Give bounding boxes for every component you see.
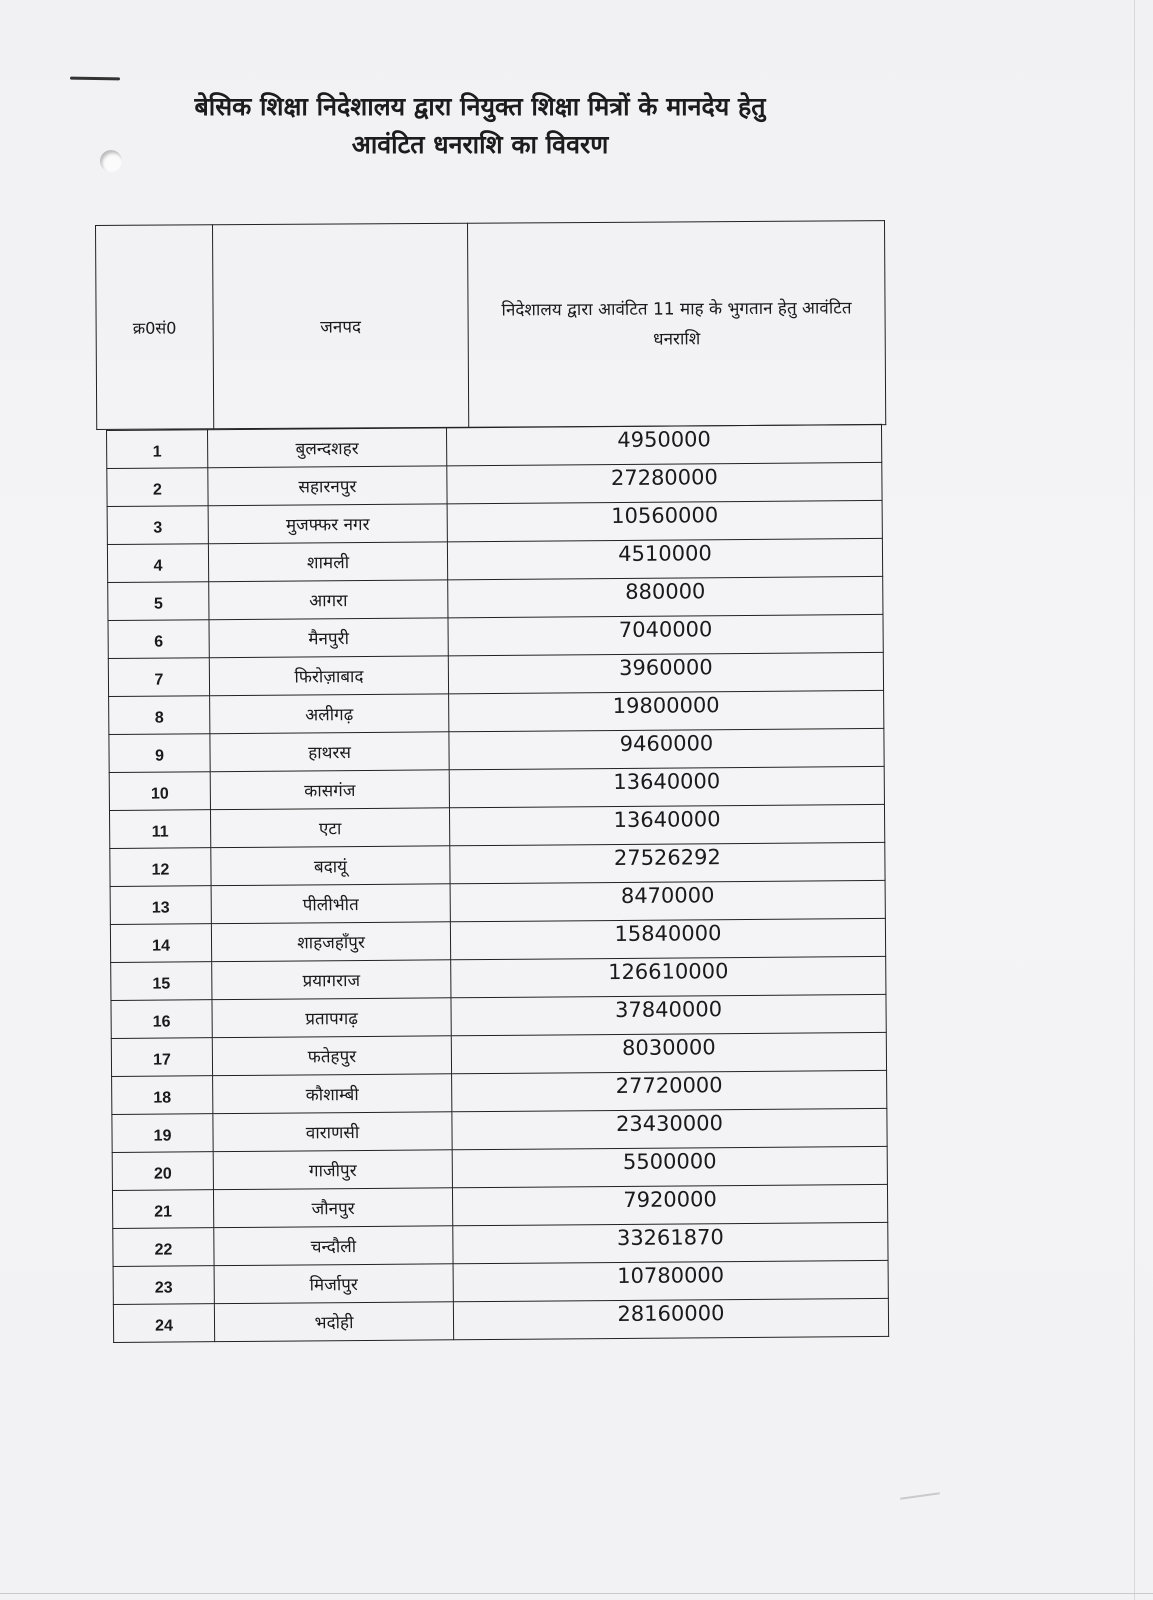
- serial-cell: 15: [111, 962, 212, 1001]
- table-row: [107, 500, 882, 544]
- district-cell: आगरा: [209, 580, 448, 620]
- serial-cell: 18: [112, 1076, 213, 1115]
- serial-cell: 10: [109, 772, 210, 811]
- amount-cell: 33261870: [453, 1222, 888, 1263]
- amount-cell: 10560000: [447, 500, 882, 541]
- serial-cell: 21: [112, 1190, 213, 1229]
- district-cell: शाहजहाँपुर: [211, 922, 450, 962]
- amount-cell: 5500000: [452, 1146, 887, 1187]
- serial-cell: 22: [113, 1228, 214, 1267]
- serial-cell: 11: [109, 810, 210, 849]
- amount-cell: 3960000: [448, 652, 883, 693]
- page-bottom-edge: [0, 1593, 1153, 1594]
- document-title: [100, 88, 860, 164]
- serial-cell: 4: [107, 544, 208, 583]
- serial-cell: 20: [112, 1152, 213, 1191]
- table-row: [111, 956, 886, 1000]
- district-cell: मिर्जापुर: [214, 1264, 453, 1304]
- serial-cell: 19: [112, 1114, 213, 1153]
- amount-cell: 28160000: [453, 1298, 888, 1339]
- table-row: [108, 576, 883, 620]
- table-row: [110, 842, 885, 886]
- district-cell: सहारनपुर: [208, 466, 447, 506]
- table-row: [112, 1184, 887, 1228]
- table-row: [113, 1222, 888, 1266]
- district-cell: मैनपुरी: [209, 618, 448, 658]
- title-line-1: बेसिक शिक्षा निदेशालय द्वारा नियुक्त शिक्षा मित्रों के मानदेय हेतु: [194, 92, 766, 121]
- allocation-table: [106, 424, 889, 1343]
- header-row: [96, 221, 886, 430]
- table-row: [107, 462, 882, 506]
- amount-cell: 7040000: [448, 614, 883, 655]
- serial-cell: 5: [108, 582, 209, 621]
- table-row: [111, 994, 886, 1038]
- table-row: [110, 880, 885, 924]
- table-row: [109, 728, 884, 772]
- table-row: [111, 1032, 886, 1076]
- table-row: [108, 652, 883, 696]
- paper-scuff: [900, 1492, 940, 1500]
- amount-cell: 4950000: [446, 424, 881, 465]
- district-cell: मुजफ्फर नगर: [208, 504, 447, 544]
- district-cell: भदोही: [214, 1302, 453, 1342]
- district-cell: प्रयागराज: [212, 960, 451, 1000]
- amount-cell: 27526292: [450, 842, 885, 883]
- district-cell: वाराणसी: [213, 1112, 452, 1152]
- serial-cell: 8: [109, 696, 210, 735]
- district-cell: पीलीभीत: [211, 884, 450, 924]
- header-amount: निदेशालय द्वारा आवंटित 11 माह के भुगतान हेतु आवंटित धनराशि: [467, 221, 885, 428]
- serial-cell: 7: [108, 658, 209, 697]
- amount-cell: 8470000: [450, 880, 885, 921]
- district-cell: कौशाम्बी: [213, 1074, 452, 1114]
- district-cell: बदायूं: [211, 846, 450, 886]
- amount-cell: 23430000: [452, 1108, 887, 1149]
- table-row: [113, 1260, 888, 1304]
- amount-cell: 7920000: [452, 1184, 887, 1225]
- district-cell: फिरोज़ाबाद: [209, 656, 448, 696]
- district-cell: एटा: [210, 808, 449, 848]
- table-row: [112, 1108, 887, 1152]
- district-cell: अलीगढ़: [210, 694, 449, 734]
- table-row: [113, 1298, 888, 1342]
- header-district: जनपद: [213, 223, 469, 429]
- amount-cell: 10780000: [453, 1260, 888, 1301]
- amount-cell: 15840000: [450, 918, 885, 959]
- table-row: [110, 918, 885, 962]
- serial-cell: 16: [111, 1000, 212, 1039]
- district-cell: फतेहपुर: [212, 1036, 451, 1076]
- amount-cell: 126610000: [451, 956, 886, 997]
- table-row: [109, 690, 884, 734]
- serial-cell: 14: [110, 924, 211, 963]
- table-row: [109, 766, 884, 810]
- table-row: [112, 1070, 887, 1114]
- district-cell: जौनपुर: [213, 1188, 452, 1228]
- amount-cell: 9460000: [449, 728, 884, 769]
- serial-cell: 24: [113, 1304, 214, 1343]
- serial-cell: 6: [108, 620, 209, 659]
- table-header: [95, 220, 886, 430]
- table-row: [107, 424, 882, 468]
- title-line-2: आवंटित धनराशि का विवरण: [351, 130, 609, 159]
- pen-dash-mark: [70, 77, 120, 81]
- serial-cell: 13: [110, 886, 211, 925]
- district-cell: बुलन्दशहर: [208, 428, 447, 468]
- amount-cell: 8030000: [451, 1032, 886, 1073]
- district-cell: प्रतापगढ़: [212, 998, 451, 1038]
- header-serial: क्र0सं0: [96, 225, 214, 430]
- serial-cell: 12: [110, 848, 211, 887]
- serial-cell: 1: [107, 430, 208, 469]
- page-edge-shadow: [1134, 0, 1135, 1600]
- serial-cell: 17: [111, 1038, 212, 1077]
- serial-cell: 3: [107, 506, 208, 545]
- district-cell: गाजीपुर: [213, 1150, 452, 1190]
- amount-cell: 27280000: [447, 462, 882, 503]
- amount-cell: 4510000: [447, 538, 882, 579]
- table-row: [109, 804, 884, 848]
- district-cell: हाथरस: [210, 732, 449, 772]
- serial-cell: 9: [109, 734, 210, 773]
- table-row: [108, 614, 883, 658]
- serial-cell: 2: [107, 468, 208, 507]
- district-cell: शामली: [208, 542, 447, 582]
- amount-cell: 37840000: [451, 994, 886, 1035]
- amount-cell: 27720000: [452, 1070, 887, 1111]
- table-row: [112, 1146, 887, 1190]
- table-body: [107, 424, 889, 1342]
- amount-cell: 880000: [448, 576, 883, 617]
- amount-cell: 19800000: [449, 690, 884, 731]
- table-row: [107, 538, 882, 582]
- amount-cell: 13640000: [449, 804, 884, 845]
- amount-cell: 13640000: [449, 766, 884, 807]
- district-cell: चन्दौली: [214, 1226, 453, 1266]
- serial-cell: 23: [113, 1266, 214, 1305]
- district-cell: कासगंज: [210, 770, 449, 810]
